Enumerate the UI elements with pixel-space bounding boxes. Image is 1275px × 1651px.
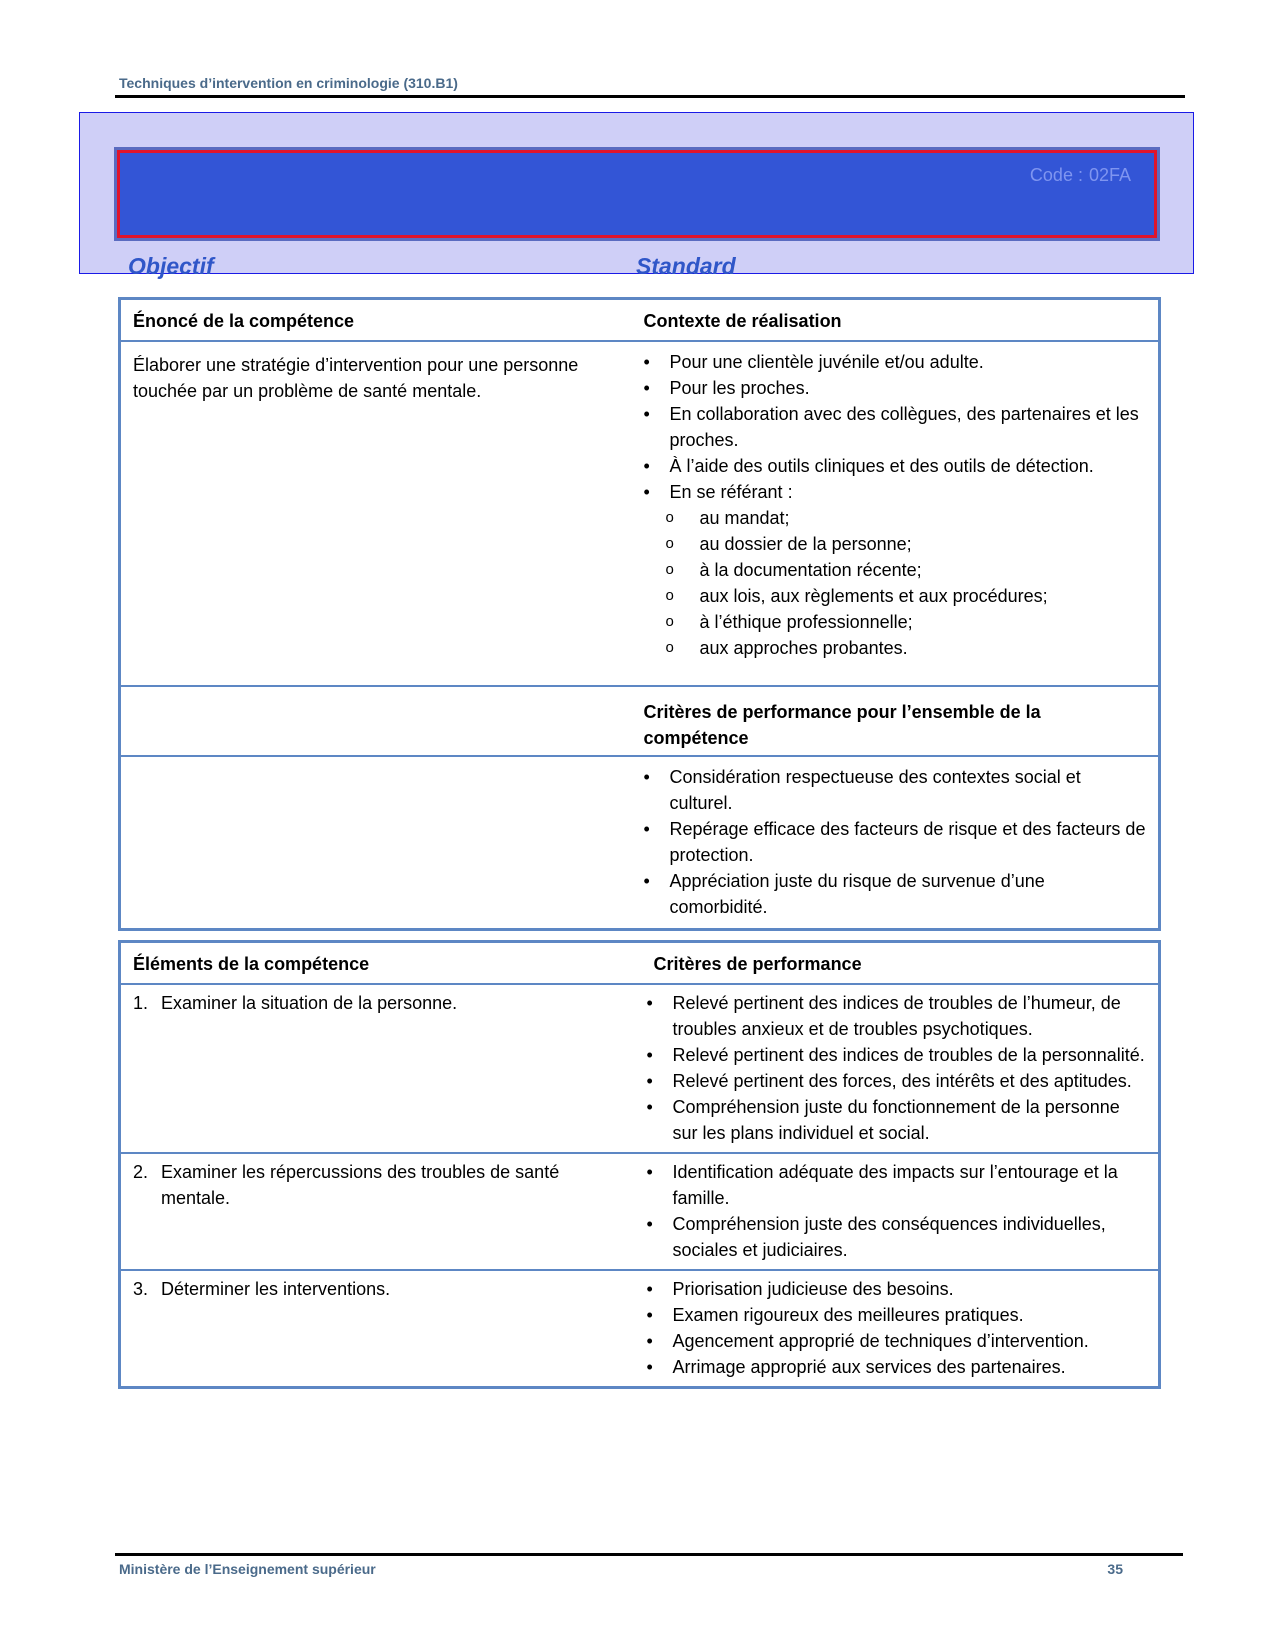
list-item: • Relevé pertinent des indices de troubles de l’humeur, de troubles anxieux et de troubles psychotiques. — [647, 990, 1147, 1042]
list-item: o aux lois, aux règlements et aux procédures; — [644, 583, 1147, 609]
list-item: o au dossier de la personne; — [644, 531, 1147, 557]
footer-rule — [115, 1553, 1183, 1556]
element-cell — [120, 1153, 638, 1270]
criteres-ensemble-cell — [638, 756, 1160, 930]
criteres-ensemble-title: Critères de performance pour l’ensemble de la compétence — [638, 686, 1160, 756]
header-rule — [115, 95, 1185, 98]
criteria-cell — [638, 984, 1160, 1153]
criteres-title: Critères de performance — [638, 942, 1160, 985]
criteres-ensemble-list — [644, 764, 1147, 920]
running-header: Techniques d’intervention en criminologie (310.B1) — [119, 75, 458, 91]
criteria-cell — [638, 1153, 1160, 1270]
list-item: • Relevé pertinent des indices de troubles de la personnalité. — [647, 1042, 1147, 1068]
page-number: 35 — [1107, 1561, 1123, 1577]
list-item: • Identification adéquate des impacts sur l’entourage et la famille. — [647, 1159, 1147, 1211]
standard-heading: Standard — [636, 253, 736, 279]
element-cell — [120, 1270, 638, 1388]
element-item — [133, 1276, 626, 1302]
elements-table — [118, 940, 1161, 1389]
objectif-heading: Objectif — [128, 253, 214, 279]
list-item: o aux approches probantes. — [644, 635, 1147, 661]
contexte-cell — [638, 341, 1160, 686]
criteria-list — [647, 1159, 1147, 1263]
element-number: 3. — [133, 1279, 149, 1299]
elements-title: Éléments de la compétence — [120, 942, 638, 985]
contexte-list — [644, 349, 1147, 505]
element-cell — [120, 984, 638, 1153]
list-item: • Repérage efficace des facteurs de risque et des facteurs de protection. — [644, 816, 1147, 868]
footer-ministry: Ministère de l’Enseignement supérieur — [119, 1561, 376, 1577]
list-item: • Pour une clientèle juvénile et/ou adulte. — [644, 349, 1147, 375]
element-item — [133, 990, 626, 1016]
element-number: 1. — [133, 993, 149, 1013]
code-value: 02FA — [1088, 165, 1131, 185]
contexte-title: Contexte de réalisation — [638, 299, 1160, 342]
list-item: • À l’aide des outils cliniques et des outils de détection. — [644, 453, 1147, 479]
list-item: • Examen rigoureux des meilleures pratiques. — [647, 1302, 1147, 1328]
code-box — [117, 150, 1157, 238]
list-item: • Relevé pertinent des forces, des intérêts et des aptitudes. — [647, 1068, 1147, 1094]
enonce-title: Énoncé de la compétence — [120, 299, 638, 342]
running-footer — [119, 1561, 1123, 1577]
list-item: o au mandat; — [644, 505, 1147, 531]
list-item: • Agencement approprié de techniques d’intervention. — [647, 1328, 1147, 1354]
code-line — [1024, 165, 1131, 186]
empty-cell — [120, 686, 638, 756]
element-item — [133, 1159, 626, 1211]
element-text: Déterminer les interventions. — [161, 1279, 391, 1299]
criteria-cell — [638, 1270, 1160, 1388]
competence-table — [118, 297, 1161, 931]
list-item: • En se référant : — [644, 479, 1147, 505]
element-text: Examiner les répercussions des troubles de santé mentale. — [161, 1162, 560, 1208]
list-item: • Compréhension juste du fonctionnement de la personne sur les plans individuel et social. — [647, 1094, 1147, 1146]
element-text: Examiner la situation de la personne. — [161, 993, 458, 1013]
empty-cell — [120, 756, 638, 930]
list-item: • Appréciation juste du risque de survenue d’une comorbidité. — [644, 868, 1147, 920]
list-item: • Arrimage approprié aux services des partenaires. — [647, 1354, 1147, 1380]
list-item: • Priorisation judicieuse des besoins. — [647, 1276, 1147, 1302]
list-item: o à l’éthique professionnelle; — [644, 609, 1147, 635]
list-item: • Compréhension juste des conséquences individuelles, sociales et judiciaires. — [647, 1211, 1147, 1263]
list-item: • En collaboration avec des collègues, des partenaires et les proches. — [644, 401, 1147, 453]
code-label: Code : — [1029, 165, 1083, 185]
criteria-list — [647, 1276, 1147, 1380]
criteria-list — [647, 990, 1147, 1146]
list-item: • Pour les proches. — [644, 375, 1147, 401]
list-item: o à la documentation récente; — [644, 557, 1147, 583]
enonce-text: Élaborer une stratégie d’intervention pour une personne touchée par un problème de santé mentale. — [120, 341, 638, 686]
list-item: • Considération respectueuse des contextes social et culturel. — [644, 764, 1147, 816]
element-number: 2. — [133, 1162, 149, 1182]
referant-list — [644, 505, 1147, 661]
